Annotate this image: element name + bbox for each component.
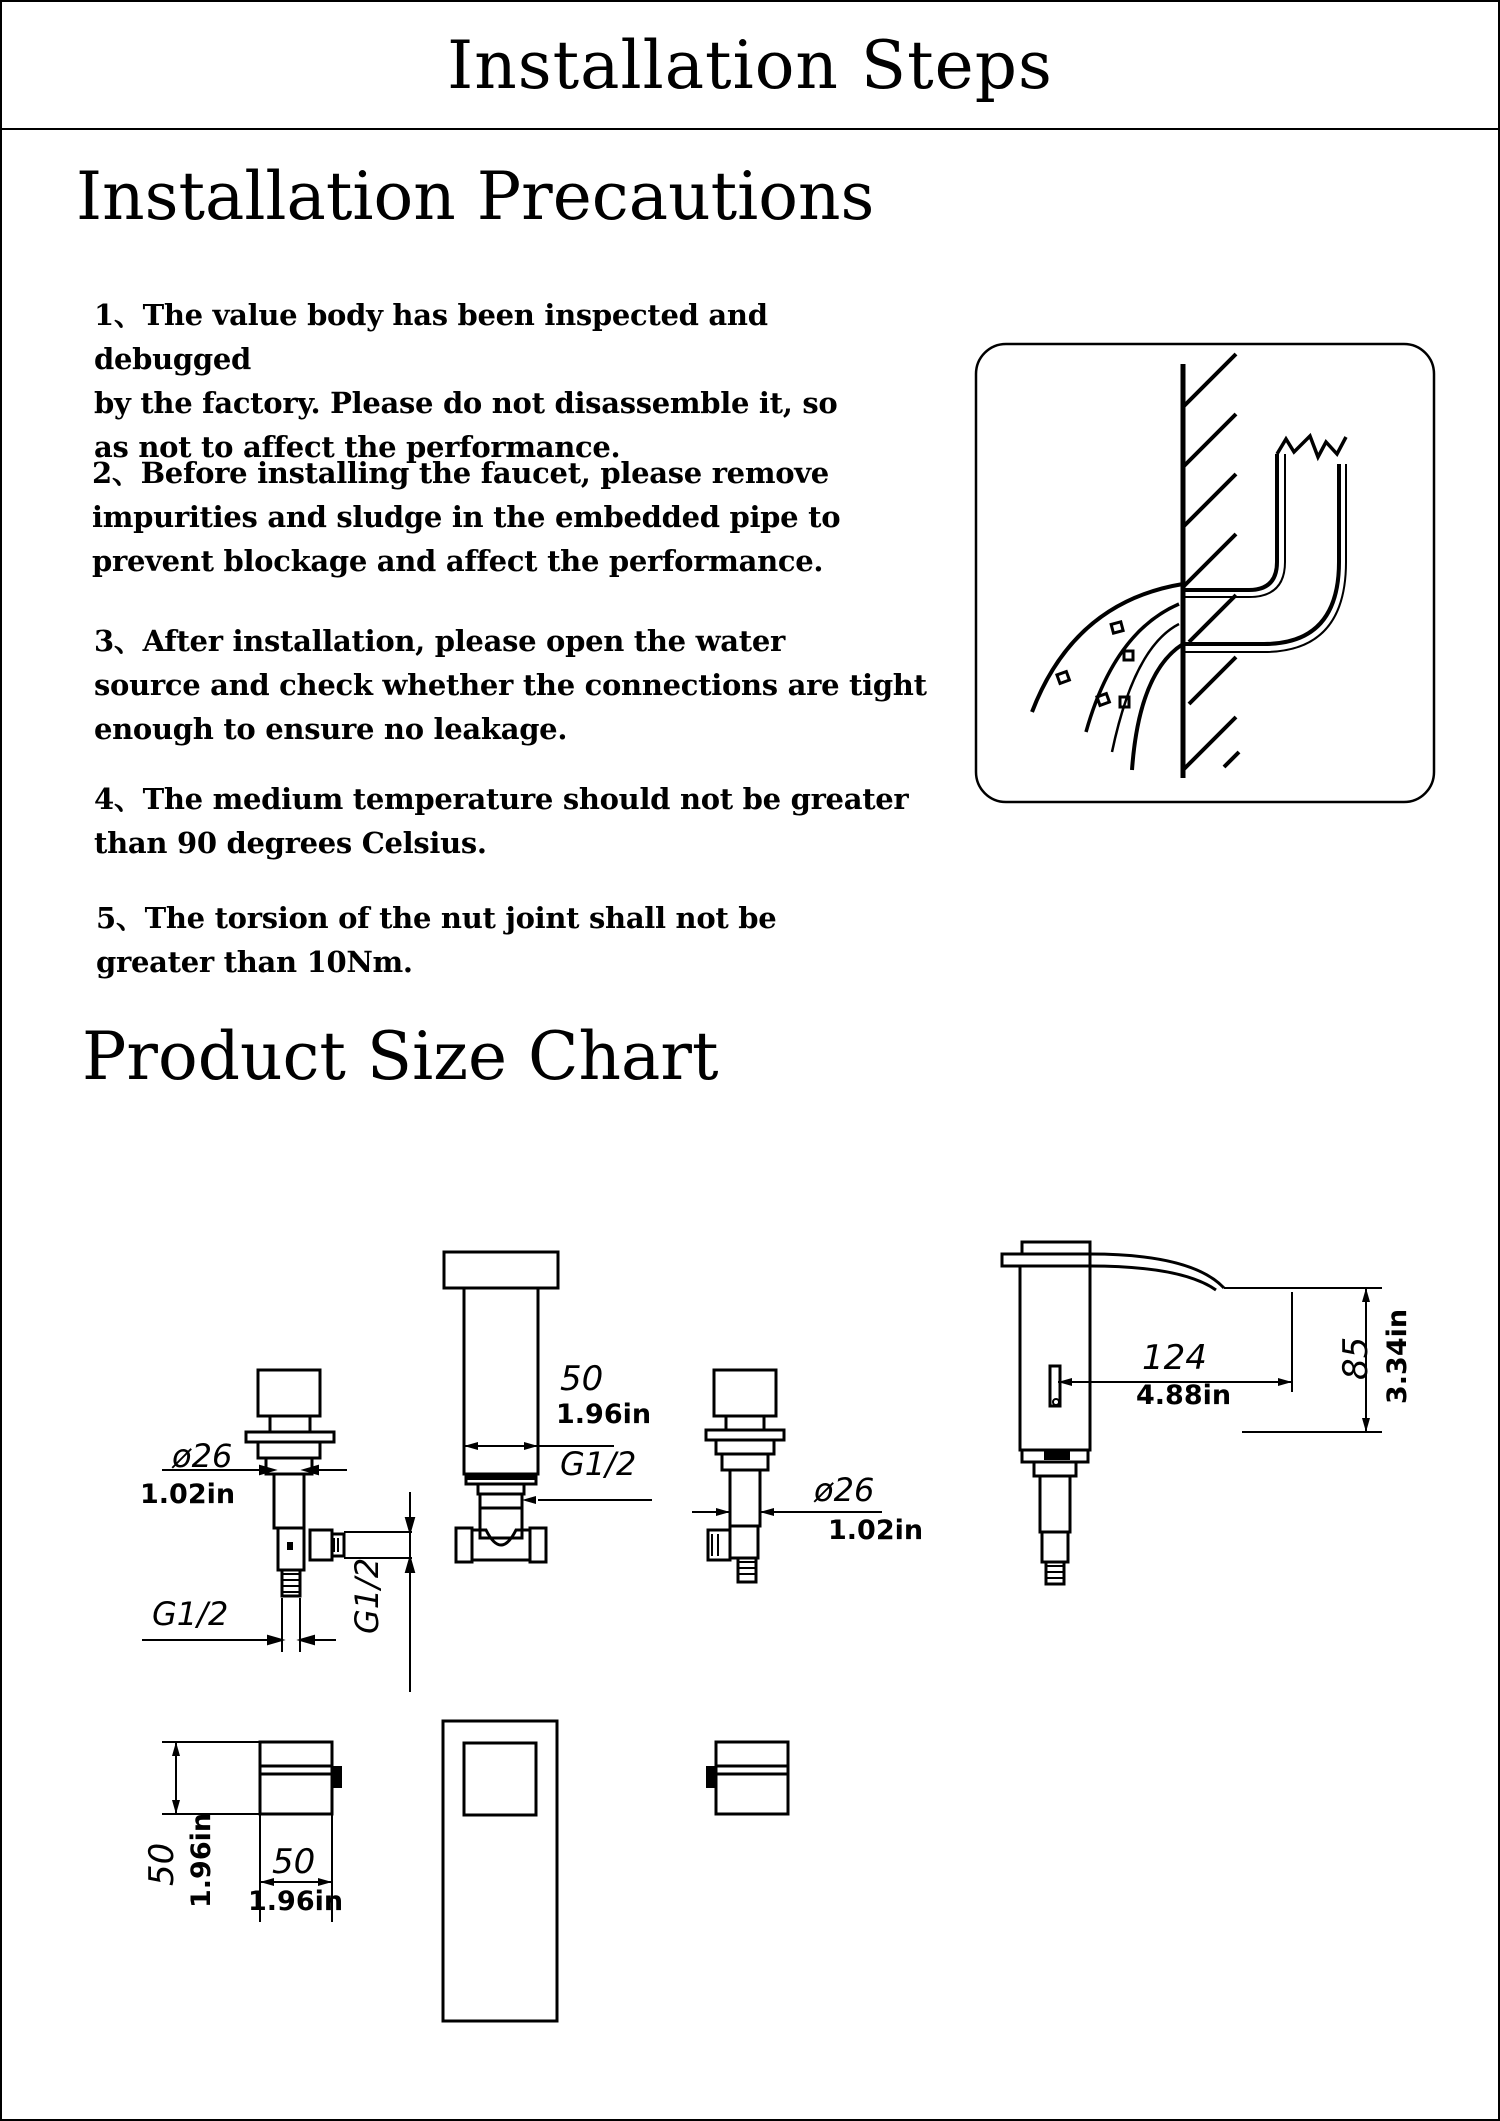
spout-width-in: 1.96in <box>556 1399 652 1430</box>
step-1-line-1: 1、The value body has been inspected and debugged <box>94 298 768 376</box>
page-title: Installation Steps <box>2 2 1498 130</box>
size-chart-heading: Product Size Chart <box>82 1018 719 1095</box>
spout-reach-mm: 124 <box>1142 1338 1207 1378</box>
step-3-line-2: source and check whether the connections are tight <box>94 668 927 702</box>
handle-top-height-mm: 50 <box>142 1842 182 1886</box>
right-handle-diameter-mm: ø26 <box>814 1471 875 1509</box>
handle-top-width-mm: 50 <box>272 1842 316 1882</box>
left-handle-thread: G1/2 <box>152 1595 229 1633</box>
handle-top-height-in: 1.96in <box>186 1812 217 1908</box>
step-3-line-1: 3、After installation, please open the water <box>94 624 786 658</box>
left-handle-diameter-mm: ø26 <box>172 1437 233 1475</box>
step-2-line-2: impurities and sludge in the embedded pipe to <box>92 500 841 534</box>
precaution-step-2 <box>92 451 932 583</box>
right-handle-top-drawing <box>702 1732 802 1832</box>
precaution-step-3 <box>94 619 934 751</box>
spout-thread: G1/2 <box>560 1445 637 1483</box>
step-1-line-3: as not to affect the performance. <box>94 430 621 464</box>
step-3-line-3: enough to ensure no leakage. <box>94 712 568 746</box>
spout-height-in: 3.34in <box>1382 1308 1413 1404</box>
precaution-step-1 <box>94 293 934 469</box>
handle-top-width-in: 1.96in <box>248 1886 344 1917</box>
precaution-step-4 <box>94 777 934 865</box>
step-1-line-2: by the factory. Please do not disassemble it, so <box>94 386 838 420</box>
precaution-step-5 <box>96 896 936 984</box>
step-2-line-3: prevent blockage and affect the performance. <box>92 544 824 578</box>
spout-side-drawing <box>992 1232 1412 1612</box>
step-2-line-1: 2、Before installing the faucet, please remove <box>92 456 829 490</box>
step-5-line-1: 5、The torsion of the nut joint shall not be <box>96 901 777 935</box>
right-handle-diameter-in: 1.02in <box>828 1515 924 1546</box>
left-handle-diameter-in: 1.02in <box>140 1479 236 1510</box>
spout-width-mm: 50 <box>560 1359 604 1399</box>
step-5-line-2: greater than 10Nm. <box>96 945 413 979</box>
left-handle-thread-vertical: G1/2 <box>348 1557 386 1634</box>
step-4-line-1: 4、The medium temperature should not be greater <box>94 782 909 816</box>
step-4-line-2: than 90 degrees Celsius. <box>94 826 487 860</box>
left-handle-dimensions <box>142 1362 482 1702</box>
precautions-heading: Installation Precautions <box>76 158 875 235</box>
spout-height-mm: 85 <box>1336 1336 1376 1380</box>
spout-top-drawing <box>440 1717 560 2027</box>
spout-reach-in: 4.88in <box>1136 1380 1232 1411</box>
pipe-cleaning-illustration <box>974 342 1436 804</box>
